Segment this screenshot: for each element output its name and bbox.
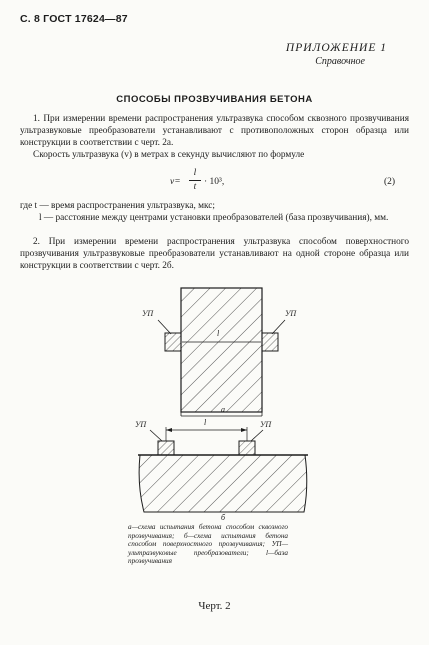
leader-up-right-b — [251, 430, 263, 441]
section-title: СПОСОБЫ ПРОЗВУЧИВАНИЯ БЕТОНА — [116, 94, 313, 105]
appendix-subtitle: Справочное — [315, 56, 365, 67]
formula-denominator: t — [193, 182, 197, 192]
label-a: а — [221, 405, 225, 414]
figure-a — [158, 288, 285, 416]
transducer-right-a — [262, 333, 278, 351]
label-up-right-a: УП — [285, 309, 297, 318]
transducer-right-b — [239, 441, 255, 455]
concrete-sample-b — [139, 455, 307, 512]
concrete-sample-a — [181, 288, 262, 412]
paragraph-4: l — расстояние между центрами установки преобразователей (база прозвучивания), мм. — [39, 213, 389, 223]
figure-b — [138, 427, 308, 512]
page-header-left: С. 8 ГОСТ 17624—87 — [20, 13, 128, 25]
paragraph-5: 2. При измерении времени распространения ультразвука способом поверхностного прозвучивания ультразвуковые преобразователи устанавливают на одной стороне образца или конструкции в соответствии с черт. 2б. — [20, 237, 409, 272]
dimension-arrow-left-b — [166, 428, 172, 432]
formula-factor: · 10³, — [204, 177, 225, 187]
label-l-a: l — [217, 329, 220, 338]
leader-up-left-a — [158, 320, 171, 334]
transducer-left-b — [158, 441, 174, 455]
formula-lhs: v= — [170, 177, 181, 187]
label-up-right-b: УП — [260, 420, 272, 429]
label-up-left-a: УП — [142, 309, 154, 318]
figure-number: Черт. 2 — [198, 600, 231, 612]
leader-up-left-b — [150, 430, 162, 441]
label-b: б — [221, 513, 226, 522]
label-l-b: l — [204, 418, 207, 427]
paragraph-1: 1. При измерении времени распространения ультразвука способом сквозного прозвучивания ультразвуковые преобразователи устанавливают с противоположных сторон образца или конструкции в соответствии с черт. 2а. — [20, 114, 409, 149]
paragraph-2: Скорость ультразвука (v) в метрах в секунду вычисляют по формуле — [33, 150, 305, 160]
label-up-left-b: УП — [135, 420, 147, 429]
transducer-left-a — [165, 333, 181, 351]
paragraph-3: где t — время распространения ультразвука, мкс; — [20, 201, 215, 211]
formula-number: (2) — [384, 177, 396, 187]
dimension-arrow-right-b — [241, 428, 247, 432]
formula-numerator: l — [193, 168, 197, 178]
leader-up-right-a — [272, 320, 285, 334]
figure-caption: а—схема испытания бетона способом сквозного прозвучивания; б—схема испытания бетона способом поверхностного прозвучивания; УП—ультразвуковые преобразователи; l—база прозвучивания — [128, 523, 288, 566]
appendix-title: ПРИЛОЖЕНИЕ 1 — [285, 42, 387, 54]
